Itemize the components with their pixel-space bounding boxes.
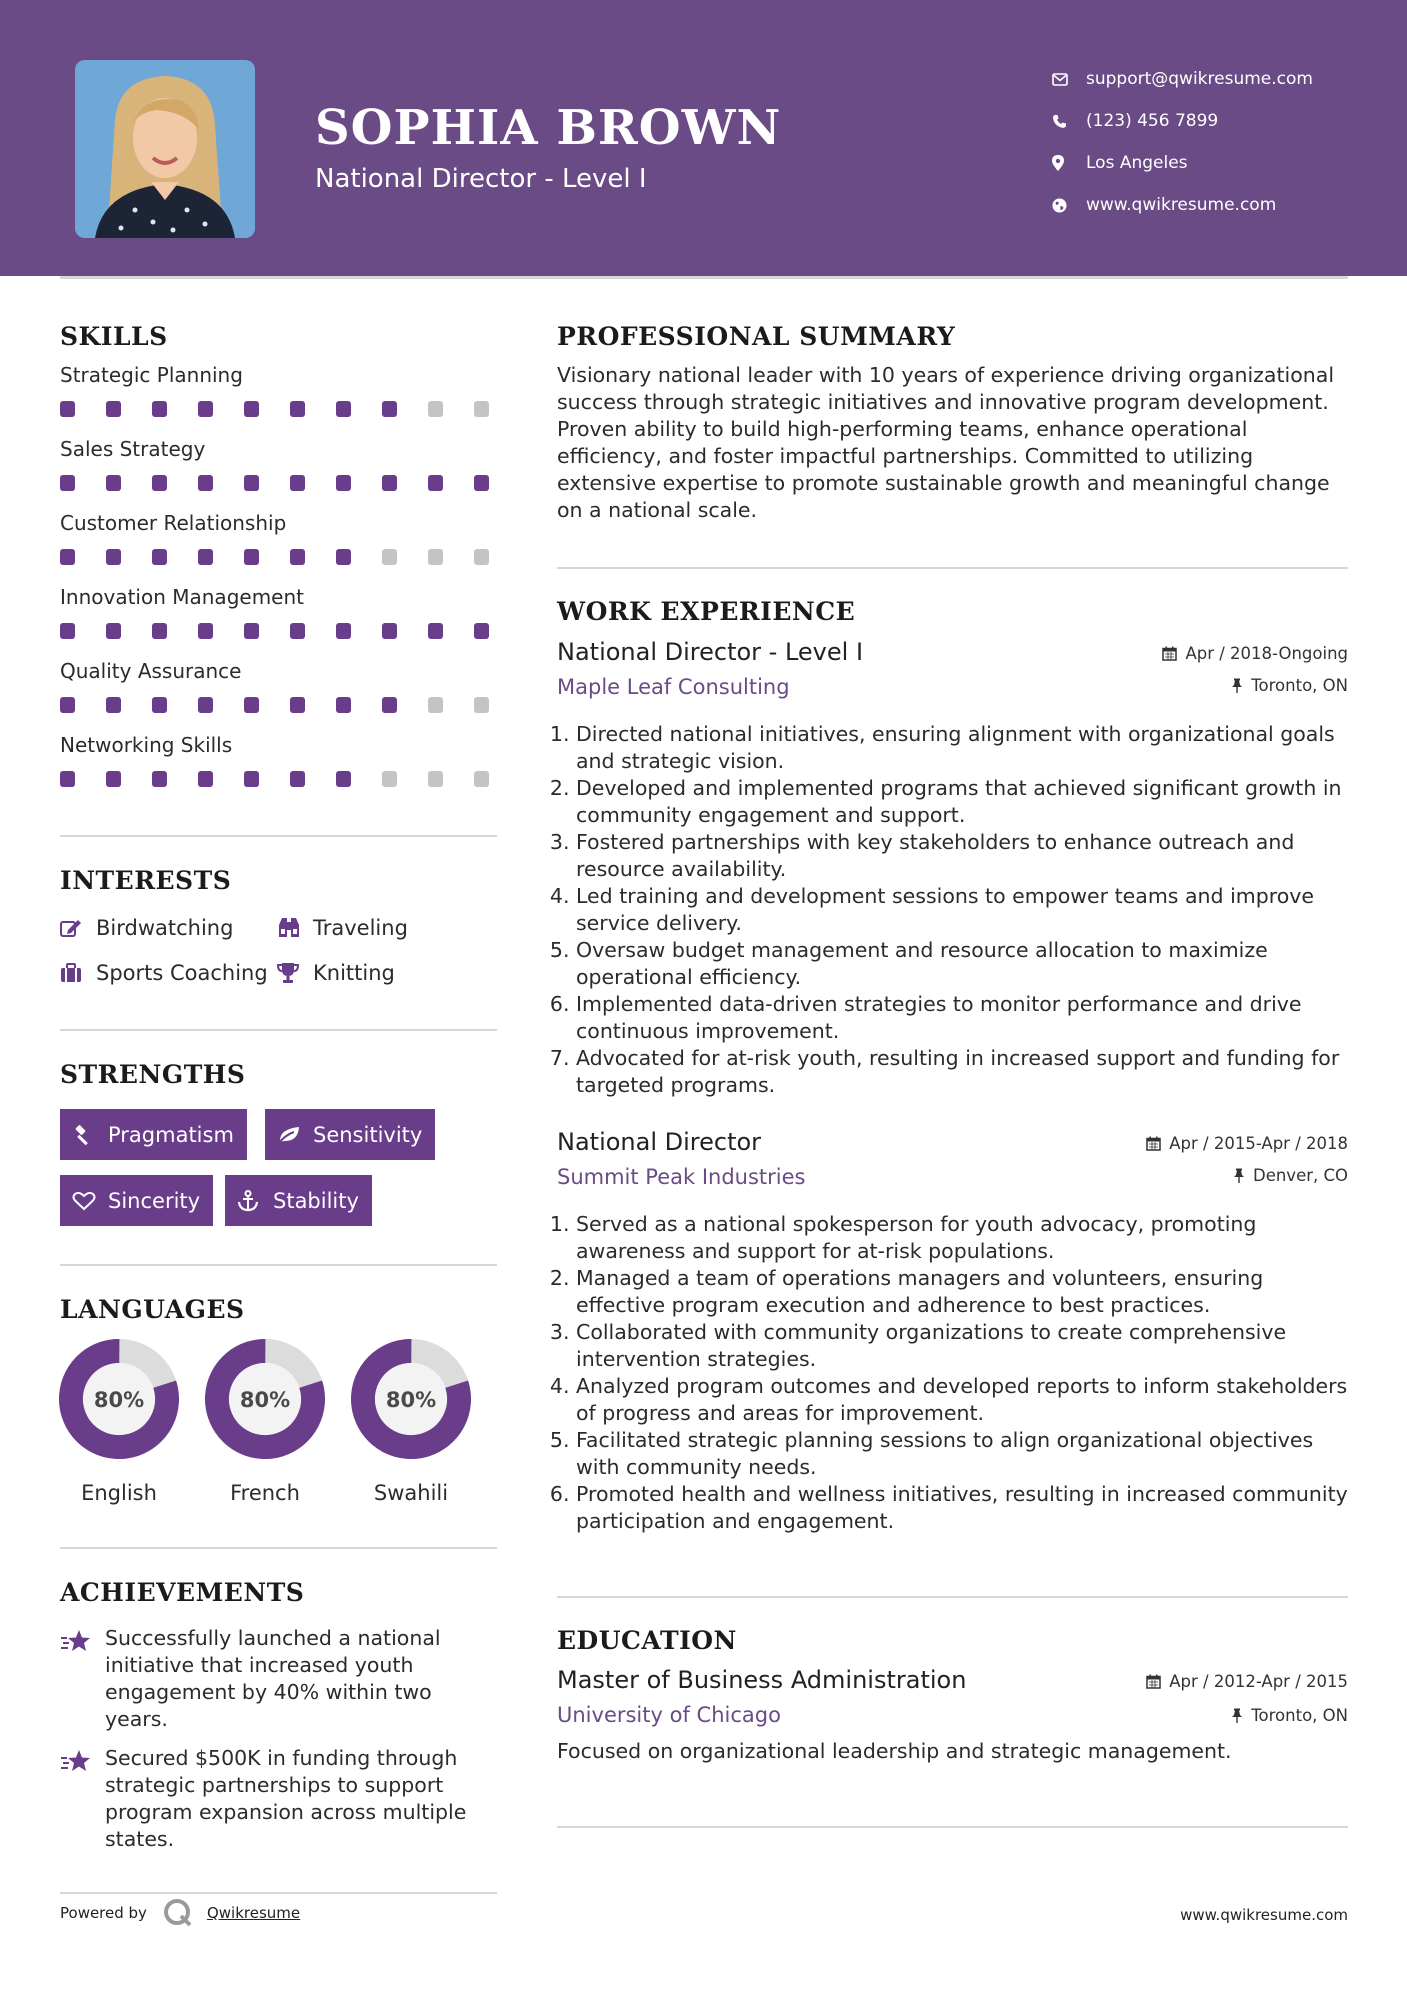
rating-dot — [198, 771, 213, 787]
pin-icon — [1233, 1168, 1245, 1183]
strengths-section — [60, 1060, 497, 1089]
rating-dot — [382, 401, 397, 417]
candidate-title: National Director - Level I — [315, 164, 647, 194]
heart-icon — [72, 1191, 108, 1211]
phone-icon — [1052, 114, 1086, 129]
interest-item — [277, 961, 395, 985]
job-bullet: 2. Managed a team of operations managers and volunteers, ensuring effective program execution and adherence to best practices. — [576, 1265, 1348, 1319]
rating-dot — [336, 697, 351, 713]
rating-dot — [244, 549, 259, 565]
rating-dot — [382, 475, 397, 491]
rating-dot — [290, 475, 305, 491]
rating-dot — [60, 771, 75, 787]
section-divider — [557, 567, 1348, 569]
skill-rating — [60, 393, 497, 437]
interest-item — [277, 916, 408, 940]
strength-label: Pragmatism — [108, 1122, 234, 1147]
rating-dot — [244, 771, 259, 787]
skills-section — [60, 322, 497, 807]
profile-photo — [75, 60, 255, 238]
section-divider — [557, 1826, 1348, 1828]
contact-location-text: Los Angeles — [1086, 153, 1188, 173]
envelope-icon — [1052, 73, 1086, 86]
rating-dot — [290, 697, 305, 713]
education-heading: EDUCATION — [557, 1626, 737, 1655]
languages-section — [60, 1295, 497, 1324]
education-school: University of Chicago — [557, 1703, 781, 1727]
rating-dot — [428, 401, 443, 417]
interest-label: Traveling — [313, 915, 408, 940]
rating-dot — [382, 623, 397, 639]
strength-tag — [265, 1109, 435, 1160]
contact-phone[interactable] — [1052, 100, 1313, 142]
education-description: Focused on organizational leadership and strategic management. — [557, 1739, 1232, 1763]
language-percent: 80% — [385, 1388, 437, 1412]
pin-icon — [1231, 678, 1243, 693]
job-location — [1231, 676, 1348, 695]
education-section — [557, 1626, 1348, 1765]
job-title: National Director — [557, 1128, 762, 1156]
skill-item — [60, 363, 497, 437]
rating-dot — [198, 475, 213, 491]
calendar-icon — [1146, 1136, 1161, 1151]
calendar-icon — [1146, 1674, 1161, 1689]
rating-dot — [244, 475, 259, 491]
interest-label: Sports Coaching — [96, 960, 268, 985]
qwikresume-link[interactable]: Qwikresume — [206, 1904, 301, 1922]
rating-dot — [152, 549, 167, 565]
job-location-text: Toronto, ON — [1251, 676, 1348, 695]
skill-item — [60, 437, 497, 511]
strengths-heading: STRENGTHS — [60, 1060, 246, 1089]
strength-label: Sincerity — [108, 1188, 201, 1213]
contact-website[interactable] — [1052, 184, 1313, 226]
rating-dot — [290, 549, 305, 565]
header-divider — [60, 276, 1348, 279]
contact-website-text: www.qwikresume.com — [1086, 195, 1277, 215]
section-divider — [60, 1547, 497, 1549]
rating-dot — [336, 475, 351, 491]
job-location — [1233, 1166, 1348, 1185]
skill-item — [60, 585, 497, 659]
rating-dot — [336, 623, 351, 639]
job-bullet: 5. Oversaw budget management and resource allocation to maximize operational efficiency. — [576, 937, 1348, 991]
rating-dot — [106, 771, 121, 787]
footer-website[interactable]: www.qwikresume.com — [1180, 1906, 1348, 1924]
job-bullet: 4. Analyzed program outcomes and developed reports to inform stakeholders of progress and areas for improvement. — [576, 1373, 1348, 1427]
powered-by-text: Powered by — [60, 1904, 147, 1922]
resume-header — [0, 0, 1407, 276]
section-divider — [60, 1029, 497, 1031]
rating-dot — [474, 697, 489, 713]
interest-label: Knitting — [313, 960, 395, 985]
rating-dot — [290, 771, 305, 787]
experience-section — [557, 597, 1348, 1535]
interest-item — [60, 961, 277, 985]
rating-dot — [152, 771, 167, 787]
language-percent: 80% — [93, 1388, 145, 1412]
language-item — [351, 1339, 471, 1505]
rating-dot — [244, 697, 259, 713]
rating-dot — [60, 549, 75, 565]
experience-heading: WORK EXPERIENCE — [557, 597, 856, 626]
language-name: English — [81, 1481, 157, 1505]
job-bullet: 5. Facilitated strategic planning sessions to align organizational objectives with community needs. — [576, 1427, 1348, 1481]
rating-dot — [428, 549, 443, 565]
rating-dot — [60, 475, 75, 491]
language-ring — [59, 1339, 179, 1459]
section-divider — [60, 835, 497, 837]
rating-dot — [198, 697, 213, 713]
binoculars-icon — [277, 917, 313, 939]
education-dates-text: Apr / 2012-Apr / 2015 — [1169, 1672, 1348, 1691]
language-name: French — [230, 1481, 300, 1505]
skills-list — [60, 363, 497, 807]
job-location-text: Denver, CO — [1252, 1166, 1348, 1185]
rating-dot — [474, 549, 489, 565]
rating-dot — [428, 475, 443, 491]
contact-location — [1052, 142, 1313, 184]
star-icon — [60, 1625, 105, 1733]
education-dates — [1146, 1672, 1348, 1691]
achievement-item — [60, 1625, 497, 1733]
contact-phone-text: (123) 456 7899 — [1086, 111, 1219, 131]
language-item — [205, 1339, 325, 1505]
skill-rating — [60, 541, 497, 585]
rating-dot — [244, 401, 259, 417]
edit-icon — [60, 918, 96, 938]
strength-tag — [60, 1175, 213, 1226]
interest-item — [60, 916, 277, 940]
achievements-heading: ACHIEVEMENTS — [60, 1578, 305, 1607]
skill-name: Quality Assurance — [60, 659, 242, 683]
rating-dot — [474, 623, 489, 639]
strength-label: Sensitivity — [313, 1122, 423, 1147]
skill-rating — [60, 467, 497, 511]
skill-rating — [60, 615, 497, 659]
rating-dot — [198, 401, 213, 417]
briefcase-icon — [60, 963, 96, 983]
trophy-icon — [277, 962, 313, 984]
skill-name: Sales Strategy — [60, 437, 206, 461]
achievements-section — [60, 1578, 497, 1607]
rating-dot — [60, 401, 75, 417]
rating-dot — [152, 401, 167, 417]
achievement-text: Secured $500K in funding through strategic partnerships to support program expansion across multiple states. — [105, 1746, 467, 1851]
job-bullet: 7. Advocated for at-risk youth, resulting in increased support and funding for targeted programs. — [576, 1045, 1348, 1099]
skill-item — [60, 733, 497, 807]
interests-heading: INTERESTS — [60, 866, 232, 895]
rating-dot — [60, 697, 75, 713]
skill-name: Innovation Management — [60, 585, 304, 609]
job-bullets — [557, 1211, 1348, 1535]
job-dates — [1162, 644, 1348, 663]
job-bullet: 3. Collaborated with community organizations to create comprehensive intervention strategies. — [576, 1319, 1348, 1373]
rating-dot — [152, 697, 167, 713]
skill-rating — [60, 763, 497, 807]
education-header — [557, 1666, 1348, 1736]
rating-dot — [198, 623, 213, 639]
language-percent: 80% — [239, 1388, 291, 1412]
section-divider — [60, 1264, 497, 1266]
rating-dot — [152, 623, 167, 639]
globe-icon — [1052, 198, 1086, 213]
strength-tag — [60, 1109, 247, 1160]
job-header — [557, 1128, 1348, 1198]
contact-email[interactable] — [1052, 58, 1313, 100]
star-icon — [60, 1745, 105, 1853]
rating-dot — [428, 697, 443, 713]
gavel-icon — [72, 1124, 108, 1146]
section-divider — [60, 1892, 497, 1894]
summary-heading: PROFESSIONAL SUMMARY — [557, 322, 956, 351]
summary-text: Visionary national leader with 10 years of experience driving organizational success through strategic initiatives and innovative program development. Proven ability to build high-performing teams, enhance operational efficiency, and foster impactful partnerships. Committed to utilizing extensive expertise to promote sustainable growth and meaningful change on a national scale. — [557, 363, 1335, 522]
job-bullet: 4. Led training and development sessions to empower teams and improve service delivery. — [576, 883, 1348, 937]
interest-label: Birdwatching — [96, 915, 234, 940]
languages-heading: LANGUAGES — [60, 1295, 245, 1324]
rating-dot — [428, 771, 443, 787]
rating-dot — [382, 771, 397, 787]
job-title: National Director - Level I — [557, 638, 864, 666]
skill-rating — [60, 689, 497, 733]
education-degree: Master of Business Administration — [557, 1666, 967, 1694]
rating-dot — [290, 401, 305, 417]
job-bullet: 6. Implemented data-driven strategies to monitor performance and drive continuous improvement. — [576, 991, 1348, 1045]
rating-dot — [106, 401, 121, 417]
job-bullet: 3. Fostered partnerships with key stakeholders to enhance outreach and resource availability. — [576, 829, 1348, 883]
anchor-icon — [237, 1190, 273, 1212]
leaf-icon — [277, 1125, 313, 1145]
contact-email-text: support@qwikresume.com — [1086, 69, 1313, 89]
strength-label: Stability — [273, 1188, 359, 1213]
rating-dot — [474, 401, 489, 417]
education-location — [1231, 1706, 1348, 1725]
language-ring — [205, 1339, 325, 1459]
job-dates-text: Apr / 2018-Ongoing — [1185, 644, 1348, 663]
job-bullet: 1. Directed national initiatives, ensuring alignment with organizational goals and strategic vision. — [576, 721, 1348, 775]
job-bullets — [557, 721, 1348, 1099]
rating-dot — [474, 475, 489, 491]
candidate-name: SOPHIA BROWN — [315, 100, 782, 156]
skill-name: Customer Relationship — [60, 511, 287, 535]
rating-dot — [106, 623, 121, 639]
language-name: Swahili — [373, 1481, 449, 1505]
rating-dot — [336, 401, 351, 417]
rating-dot — [244, 623, 259, 639]
strength-tag — [225, 1175, 372, 1226]
rating-dot — [106, 475, 121, 491]
map-marker-icon — [1052, 155, 1086, 171]
skill-name: Networking Skills — [60, 733, 233, 757]
interests-section — [60, 866, 497, 995]
contact-list — [1052, 58, 1313, 226]
section-divider — [557, 1596, 1348, 1598]
pin-icon — [1231, 1708, 1243, 1723]
rating-dot — [336, 771, 351, 787]
rating-dot — [60, 623, 75, 639]
summary-section — [557, 322, 1348, 524]
job-bullet: 1. Served as a national spokesperson for youth advocacy, promoting awareness and support for at-risk populations. — [576, 1211, 1348, 1265]
skills-heading: SKILLS — [60, 322, 168, 351]
education-location-text: Toronto, ON — [1251, 1706, 1348, 1725]
skill-name: Strategic Planning — [60, 363, 243, 387]
rating-dot — [290, 623, 305, 639]
rating-dot — [474, 771, 489, 787]
job-bullet: 2. Developed and implemented programs that achieved significant growth in community engagement and support. — [576, 775, 1348, 829]
rating-dot — [106, 549, 121, 565]
skill-item — [60, 659, 497, 733]
language-item — [59, 1339, 179, 1505]
job-header — [557, 638, 1348, 708]
footer-powered-by — [60, 1898, 300, 1928]
job-dates-text: Apr / 2015-Apr / 2018 — [1169, 1134, 1348, 1153]
achievement-item — [60, 1745, 497, 1853]
rating-dot — [428, 623, 443, 639]
rating-dot — [382, 549, 397, 565]
rating-dot — [336, 549, 351, 565]
qwikresume-logo-icon — [163, 1898, 193, 1928]
rating-dot — [152, 475, 167, 491]
language-ring — [351, 1339, 471, 1459]
job-company: Maple Leaf Consulting — [557, 675, 790, 699]
job-company: Summit Peak Industries — [557, 1165, 806, 1189]
rating-dot — [198, 549, 213, 565]
achievement-text: Successfully launched a national initiative that increased youth engagement by 40% within two years. — [105, 1626, 441, 1731]
calendar-icon — [1162, 646, 1177, 661]
rating-dot — [106, 697, 121, 713]
job-dates — [1146, 1134, 1348, 1153]
skill-item — [60, 511, 497, 585]
job-bullet: 6. Promoted health and wellness initiatives, resulting in increased community participation and engagement. — [576, 1481, 1348, 1535]
rating-dot — [382, 697, 397, 713]
